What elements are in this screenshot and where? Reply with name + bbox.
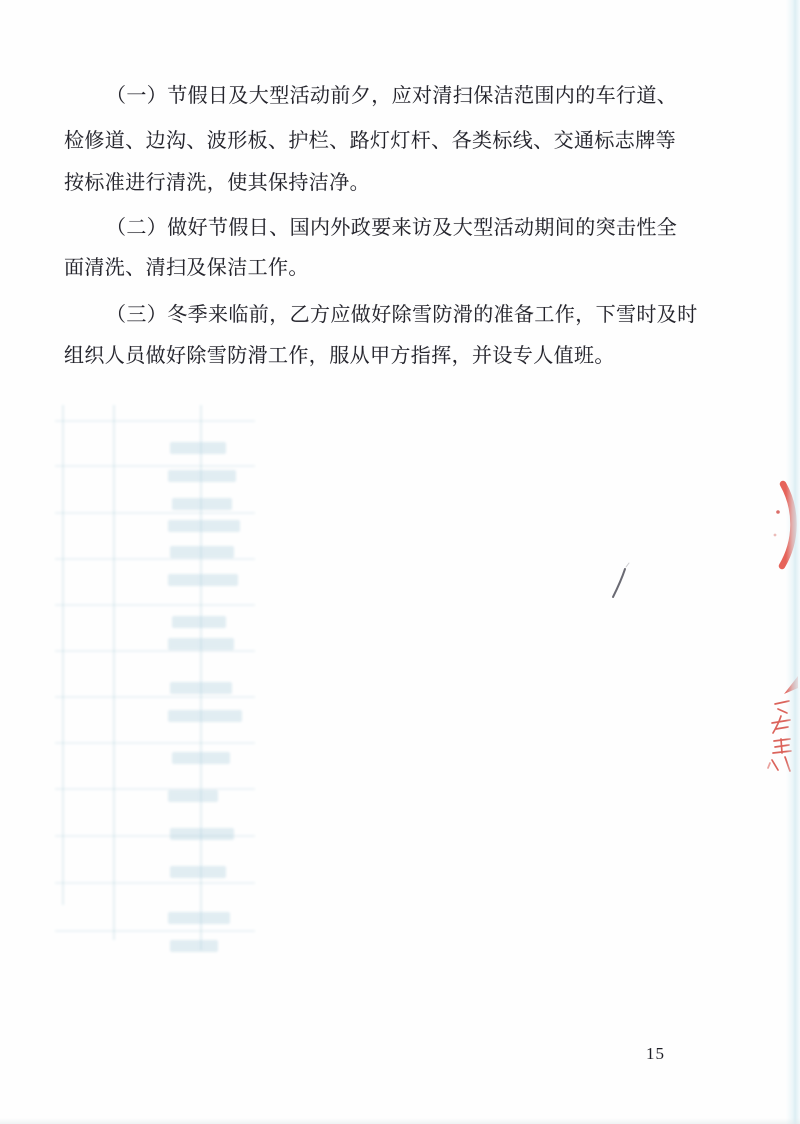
page-number: 15 — [646, 1044, 665, 1063]
paragraph-line: 组织人员做好除雪防滑工作，服从甲方指挥，并设专人值班。 — [64, 345, 615, 367]
red-seal-dot — [774, 534, 777, 537]
paragraph-line: （一）节假日及大型活动前夕，应对清扫保洁范围内的车行道、 — [106, 85, 678, 107]
scan-edge-bottom — [0, 1118, 800, 1124]
paragraph-line: 检修道、边沟、波形板、护栏、路灯灯杆、各类标线、交通标志牌等 — [64, 130, 676, 152]
paragraph-line: （二）做好节假日、国内外政要来访及大型活动期间的突击性全 — [106, 217, 678, 239]
pen-mark-tail — [626, 563, 629, 567]
paragraph-line: 按标准进行清洗，使其保持洁净。 — [64, 172, 370, 194]
scan-edge-right — [786, 0, 800, 1124]
paragraph-line: （三）冬季来临前，乙方应做好除雪防滑的准备工作，下雪时及时 — [106, 304, 698, 326]
pen-mark — [613, 569, 625, 597]
paragraph-line: 面清洗、清扫及保洁工作。 — [64, 257, 309, 279]
red-seal-dot — [776, 510, 780, 514]
